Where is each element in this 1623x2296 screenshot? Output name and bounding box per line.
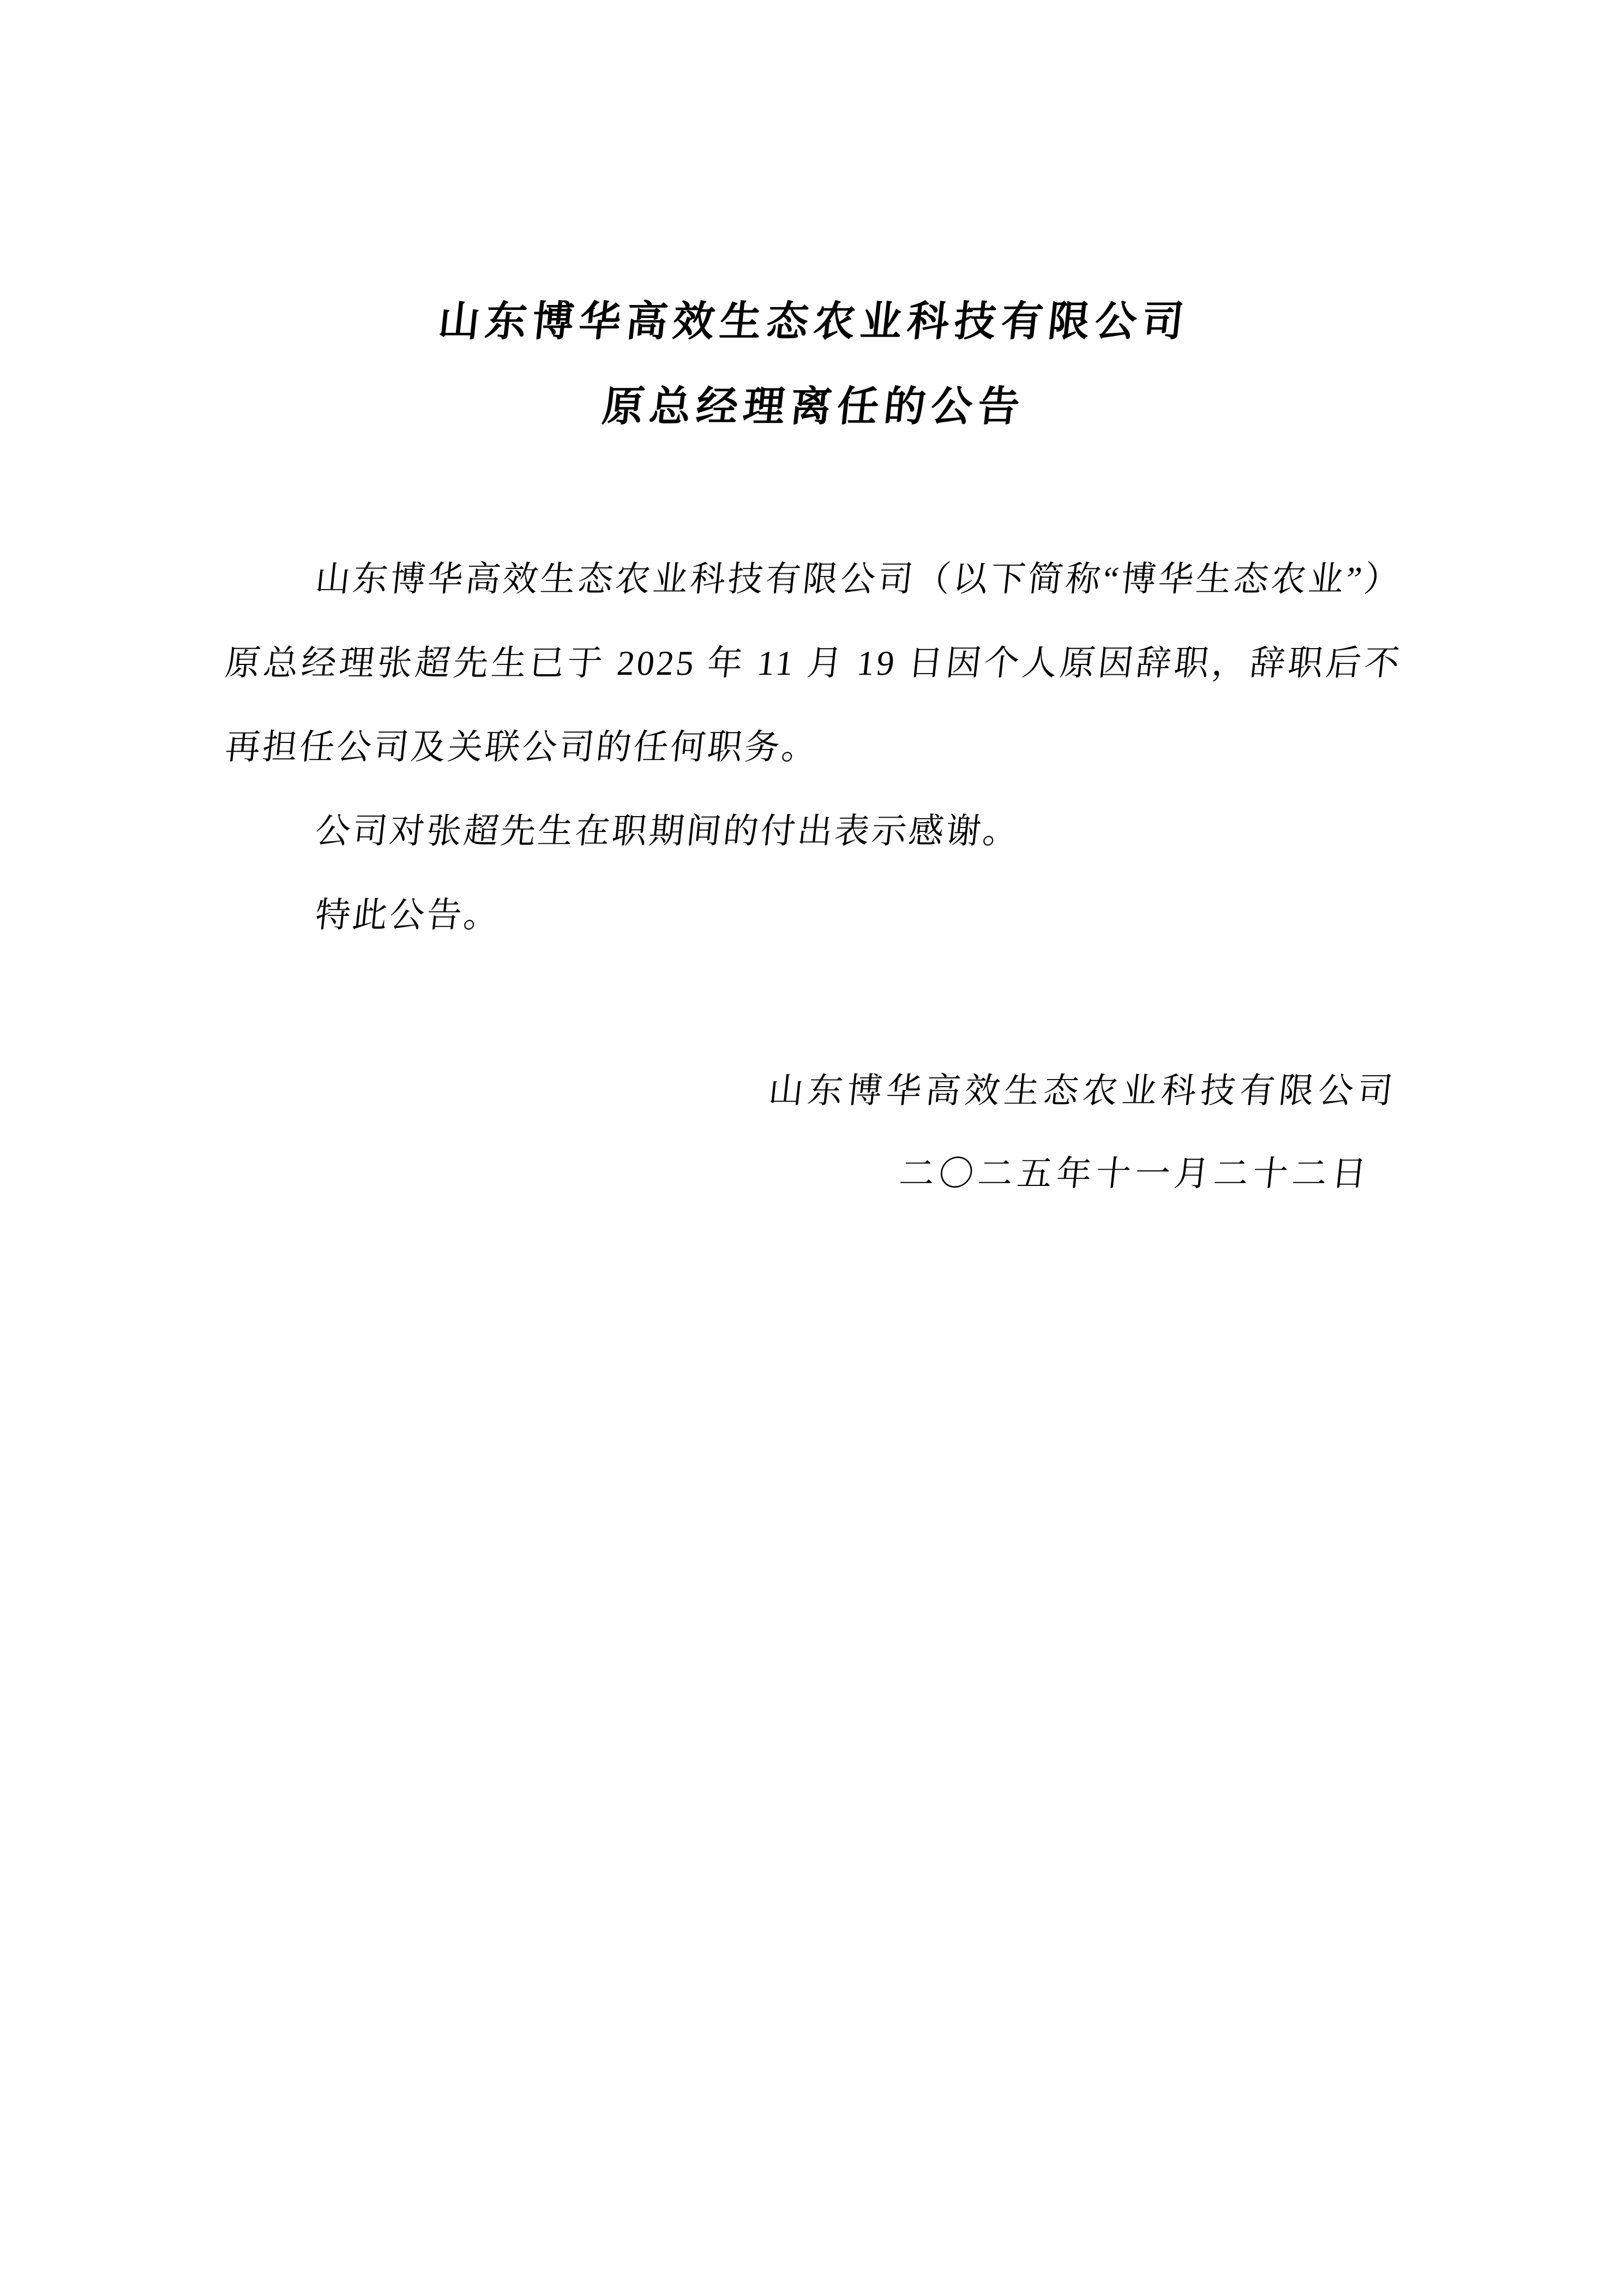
paragraph1-line1: 山东博华高效生态农业科技有限公司（以下简称“博华生态农业”） — [313, 560, 1404, 598]
document-title-company: 山东博华高效生态农业科技有限公司 — [436, 299, 1192, 345]
document-title-subject: 原总经理离任的公告 — [600, 384, 1027, 430]
paragraph3-line: 特此公告。 — [313, 896, 503, 934]
paragraph1-line3: 再担任公司及关联公司的任何职务。 — [223, 728, 821, 766]
signature-date: 二〇二五年十一月二十二日 — [897, 1154, 1373, 1193]
paragraph1-line2: 原总经理张超先生已于 2025 年 11 月 19 日因个人原因辞职，辞职后不 — [223, 644, 1404, 682]
signature-company-name: 山东博华高效生态农业科技有限公司 — [766, 1071, 1399, 1110]
paragraph2-line: 公司对张超先生在职期间的付出表示感谢。 — [313, 812, 1023, 850]
